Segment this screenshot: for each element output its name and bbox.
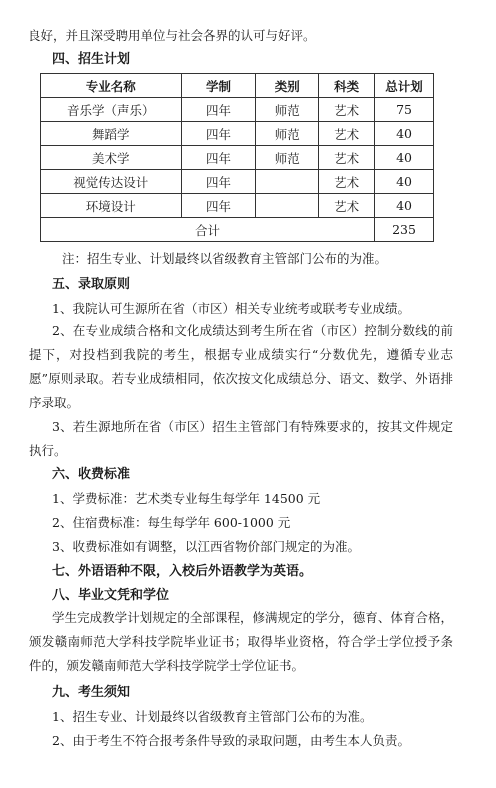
cell-subject: 艺术: [319, 122, 375, 146]
section-6-item-1: 1、学费标准：艺术类专业每生每学年 14500 元: [52, 491, 321, 506]
intro-tail: 良好，并且深受聘用单位与社会各界的认可与好评。: [28, 28, 316, 43]
cell-major: 音乐学（声乐）: [41, 98, 182, 122]
section-6-item-3: 3、收费标准如有调整，以江西省物价部门规定的为准。: [52, 539, 360, 554]
section-8-heading: 八、毕业文凭和学位: [52, 588, 170, 603]
table-row: [41, 98, 434, 122]
table-note: 注：招生专业、计划最终以省级教育主管部门公布的为准。: [62, 251, 388, 266]
section-5-item-3: 3、若生源地所在省（市区）招生主管部门有特殊要求的，按其文件规定执行。: [29, 419, 453, 458]
section-6-item-2: 2、住宿费标准：每生每学年 600-1000 元: [52, 515, 291, 530]
cell-category: 师范: [256, 98, 319, 122]
cell-duration: 四年: [181, 146, 256, 170]
cell-category: [256, 194, 319, 218]
section-9-item-1: 1、招生专业、计划最终以省级教育主管部门公布的为准。: [52, 709, 373, 724]
cell-category: 师范: [256, 146, 319, 170]
cell-subject: 艺术: [319, 98, 375, 122]
col-header-major: 专业名称: [41, 74, 182, 98]
cell-subject: 艺术: [319, 170, 375, 194]
cell-subject: 艺术: [319, 194, 375, 218]
cell-quota: 40: [375, 170, 434, 194]
section-7-heading: 七、外语语种不限，入校后外语教学为英语。: [52, 564, 313, 579]
section-8-paragraph: 学生完成教学计划规定的全部课程，修满规定的学分，德育、体育合格，颁发赣南师范大学科技学院毕业证书；取得毕业资格，符合学士学位授予条件的，颁发赣南师范大学科技学院学士学位证书。: [29, 610, 453, 673]
cell-duration: 四年: [181, 122, 256, 146]
cell-duration: 四年: [181, 170, 256, 194]
table-row: [41, 194, 434, 218]
cell-major: 舞蹈学: [41, 122, 182, 146]
cell-quota: 40: [375, 122, 434, 146]
cell-major: 环境设计: [41, 194, 182, 218]
cell-duration: 四年: [181, 194, 256, 218]
cell-major: 视觉传达设计: [41, 170, 182, 194]
cell-duration: 四年: [181, 98, 256, 122]
table-total-row: [41, 218, 434, 242]
table-row: [41, 146, 434, 170]
total-label: 合计: [41, 218, 375, 242]
cell-quota: 75: [375, 98, 434, 122]
table-row: [41, 170, 434, 194]
col-header-category: 类别: [256, 74, 319, 98]
cell-category: [256, 170, 319, 194]
cell-subject: 艺术: [319, 146, 375, 170]
cell-major: 美术学: [41, 146, 182, 170]
section-5-heading: 五、录取原则: [52, 277, 131, 292]
cell-quota: 40: [375, 146, 434, 170]
section-6-heading: 六、收费标准: [52, 467, 131, 482]
section-5-item-1: 1、我院认可生源所在省（市区）相关专业统考或联考专业成绩。: [52, 301, 410, 316]
section-5-item-2: 2、在专业成绩合格和文化成绩达到考生所在省（市区）控制分数线的前提下，对投档到我院的考生，根据专业成绩实行“分数优先，遵循专业志愿”原则录取。若专业成绩相同，依次按文化成绩总分、语文、数学、外语排序录取。: [29, 323, 453, 410]
total-value: 235: [375, 218, 434, 242]
enrollment-plan-table: [40, 73, 434, 242]
col-header-duration: 学制: [181, 74, 256, 98]
col-header-subject: 科类: [319, 74, 375, 98]
col-header-quota: 总计划: [375, 74, 434, 98]
cell-category: 师范: [256, 122, 319, 146]
table-row: [41, 122, 434, 146]
section-9-heading: 九、考生须知: [52, 685, 131, 700]
table-header-row: [41, 74, 434, 98]
section-4-heading: 四、招生计划: [52, 52, 131, 67]
cell-quota: 40: [375, 194, 434, 218]
section-9-item-2: 2、由于考生不符合报考条件导致的录取问题，由考生本人负责。: [52, 733, 410, 748]
